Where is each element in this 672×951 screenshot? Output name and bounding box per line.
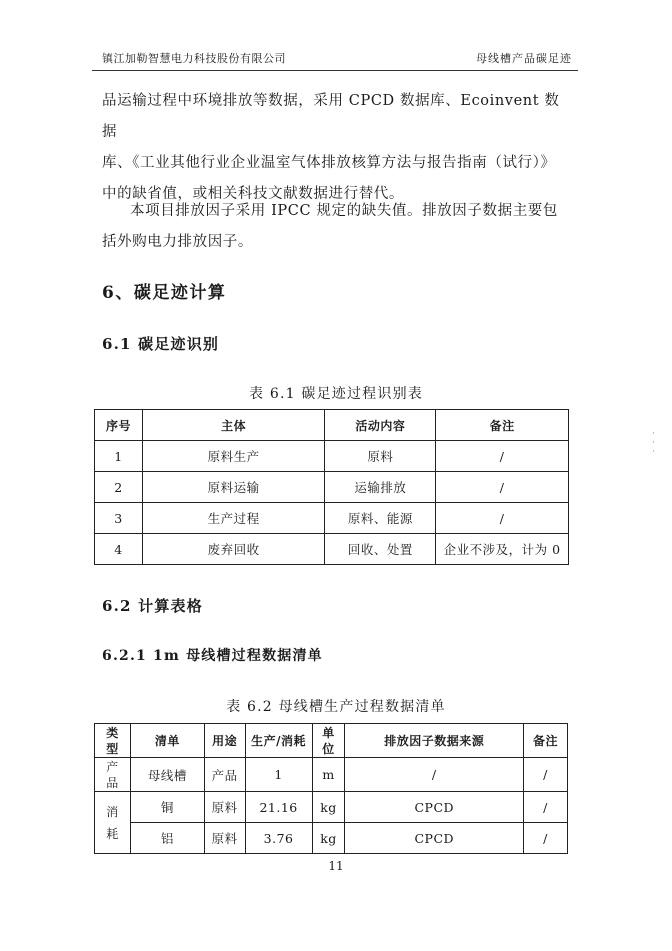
table-caption-6-2: 表 6.2 母线槽生产过程数据清单	[226, 699, 446, 715]
table-cell: 原料	[204, 823, 245, 854]
paragraph-data-sources	[102, 86, 572, 210]
header-cell: 生产/消耗	[245, 724, 312, 758]
table-cell: 1	[245, 758, 312, 792]
table-row	[95, 472, 569, 503]
table-cell: /	[524, 792, 568, 823]
table-cell: /	[524, 758, 568, 792]
text-line: 品运输过程中环境排放等数据，采用 CPCD 数据库、Ecoinvent 数据	[102, 93, 560, 140]
table-cell: 原料	[204, 792, 245, 823]
table-row	[95, 792, 568, 823]
table-cell: 铜	[130, 792, 204, 823]
header-cell: 备注	[524, 724, 568, 758]
text-line: 括外购电力排放因子。	[102, 234, 253, 250]
text-line: 库、《工业其他行业企业温室气体排放核算方法与报告指南（试行）》	[102, 155, 556, 171]
text-line: 中的缺省值，或相关科技文献数据进行替代。	[102, 186, 404, 202]
table-cell: 1	[95, 441, 143, 472]
table-cell-type: 产 品	[95, 758, 131, 792]
table-cell: 2	[95, 472, 143, 503]
page-number: 11	[328, 859, 344, 873]
table-row	[95, 503, 569, 534]
table-cell: 4	[95, 534, 143, 565]
table-cell: 3	[95, 503, 143, 534]
header-cell: 备注	[436, 410, 569, 441]
section-heading-6: 6、碳足迹计算	[102, 283, 227, 303]
header-cell: 排放因子数据来源	[345, 724, 524, 758]
header-rule	[92, 70, 578, 71]
section-heading-6-1: 6.1 碳足迹识别	[102, 335, 220, 353]
table-cell: kg	[312, 823, 345, 854]
table-cell: 21.16	[245, 792, 312, 823]
table-row	[95, 441, 569, 472]
header-cell: 清单	[130, 724, 204, 758]
table-cell: 产品	[204, 758, 245, 792]
table-cell: m	[312, 758, 345, 792]
table-header-row	[95, 410, 569, 441]
table-cell: CPCD	[345, 792, 524, 823]
table-cell: 母线槽	[130, 758, 204, 792]
busway-process-data-table	[94, 723, 568, 854]
table-cell: 原料、能源	[325, 503, 436, 534]
table-cell: 原料	[325, 441, 436, 472]
header-company: 镇江加勒智慧电力科技股份有限公司	[102, 52, 286, 65]
table-cell: 铝	[130, 823, 204, 854]
header-cell: 主体	[142, 410, 325, 441]
table-cell: 废弃回收	[142, 534, 325, 565]
header-doc-title: 母线槽产品碳足迹	[476, 52, 572, 65]
section-heading-6-2: 6.2 计算表格	[102, 597, 203, 615]
header-cell: 序号	[95, 410, 143, 441]
table-cell: /	[436, 441, 569, 472]
table-cell: 3.76	[245, 823, 312, 854]
section-heading-6-2-1: 6.2.1 1m 母线槽过程数据清单	[102, 648, 323, 664]
table-row	[95, 534, 569, 565]
margin-stamp-mark: · · ·	[652, 429, 655, 457]
table-cell: /	[345, 758, 524, 792]
table-cell: 生产过程	[142, 503, 325, 534]
paragraph-emission-factors	[102, 196, 572, 258]
table-cell: /	[524, 823, 568, 854]
header-cell: 活动内容	[325, 410, 436, 441]
header-cell-type: 类 型	[95, 724, 131, 758]
table-cell: 回收、处置	[325, 534, 436, 565]
table-cell: 原料运输	[142, 472, 325, 503]
header-cell-unit: 单 位	[312, 724, 345, 758]
carbon-footprint-identification-table	[94, 409, 569, 565]
table-cell: kg	[312, 792, 345, 823]
text-line: 本项目排放因子采用 IPCC 规定的缺失值。排放因子数据主要包	[130, 203, 558, 219]
header-cell: 用途	[204, 724, 245, 758]
table-row	[95, 823, 568, 854]
table-cell: /	[436, 503, 569, 534]
table-cell: CPCD	[345, 823, 524, 854]
table-row	[95, 758, 568, 792]
table-caption-6-1: 表 6.1 碳足迹过程识别表	[249, 386, 423, 402]
table-cell: 企业不涉及，计为 0	[436, 534, 569, 565]
table-cell-type: 消 耗	[95, 792, 131, 854]
table-cell: 原料生产	[142, 441, 325, 472]
table-cell: /	[436, 472, 569, 503]
table-header-row	[95, 724, 568, 758]
table-cell: 运输排放	[325, 472, 436, 503]
